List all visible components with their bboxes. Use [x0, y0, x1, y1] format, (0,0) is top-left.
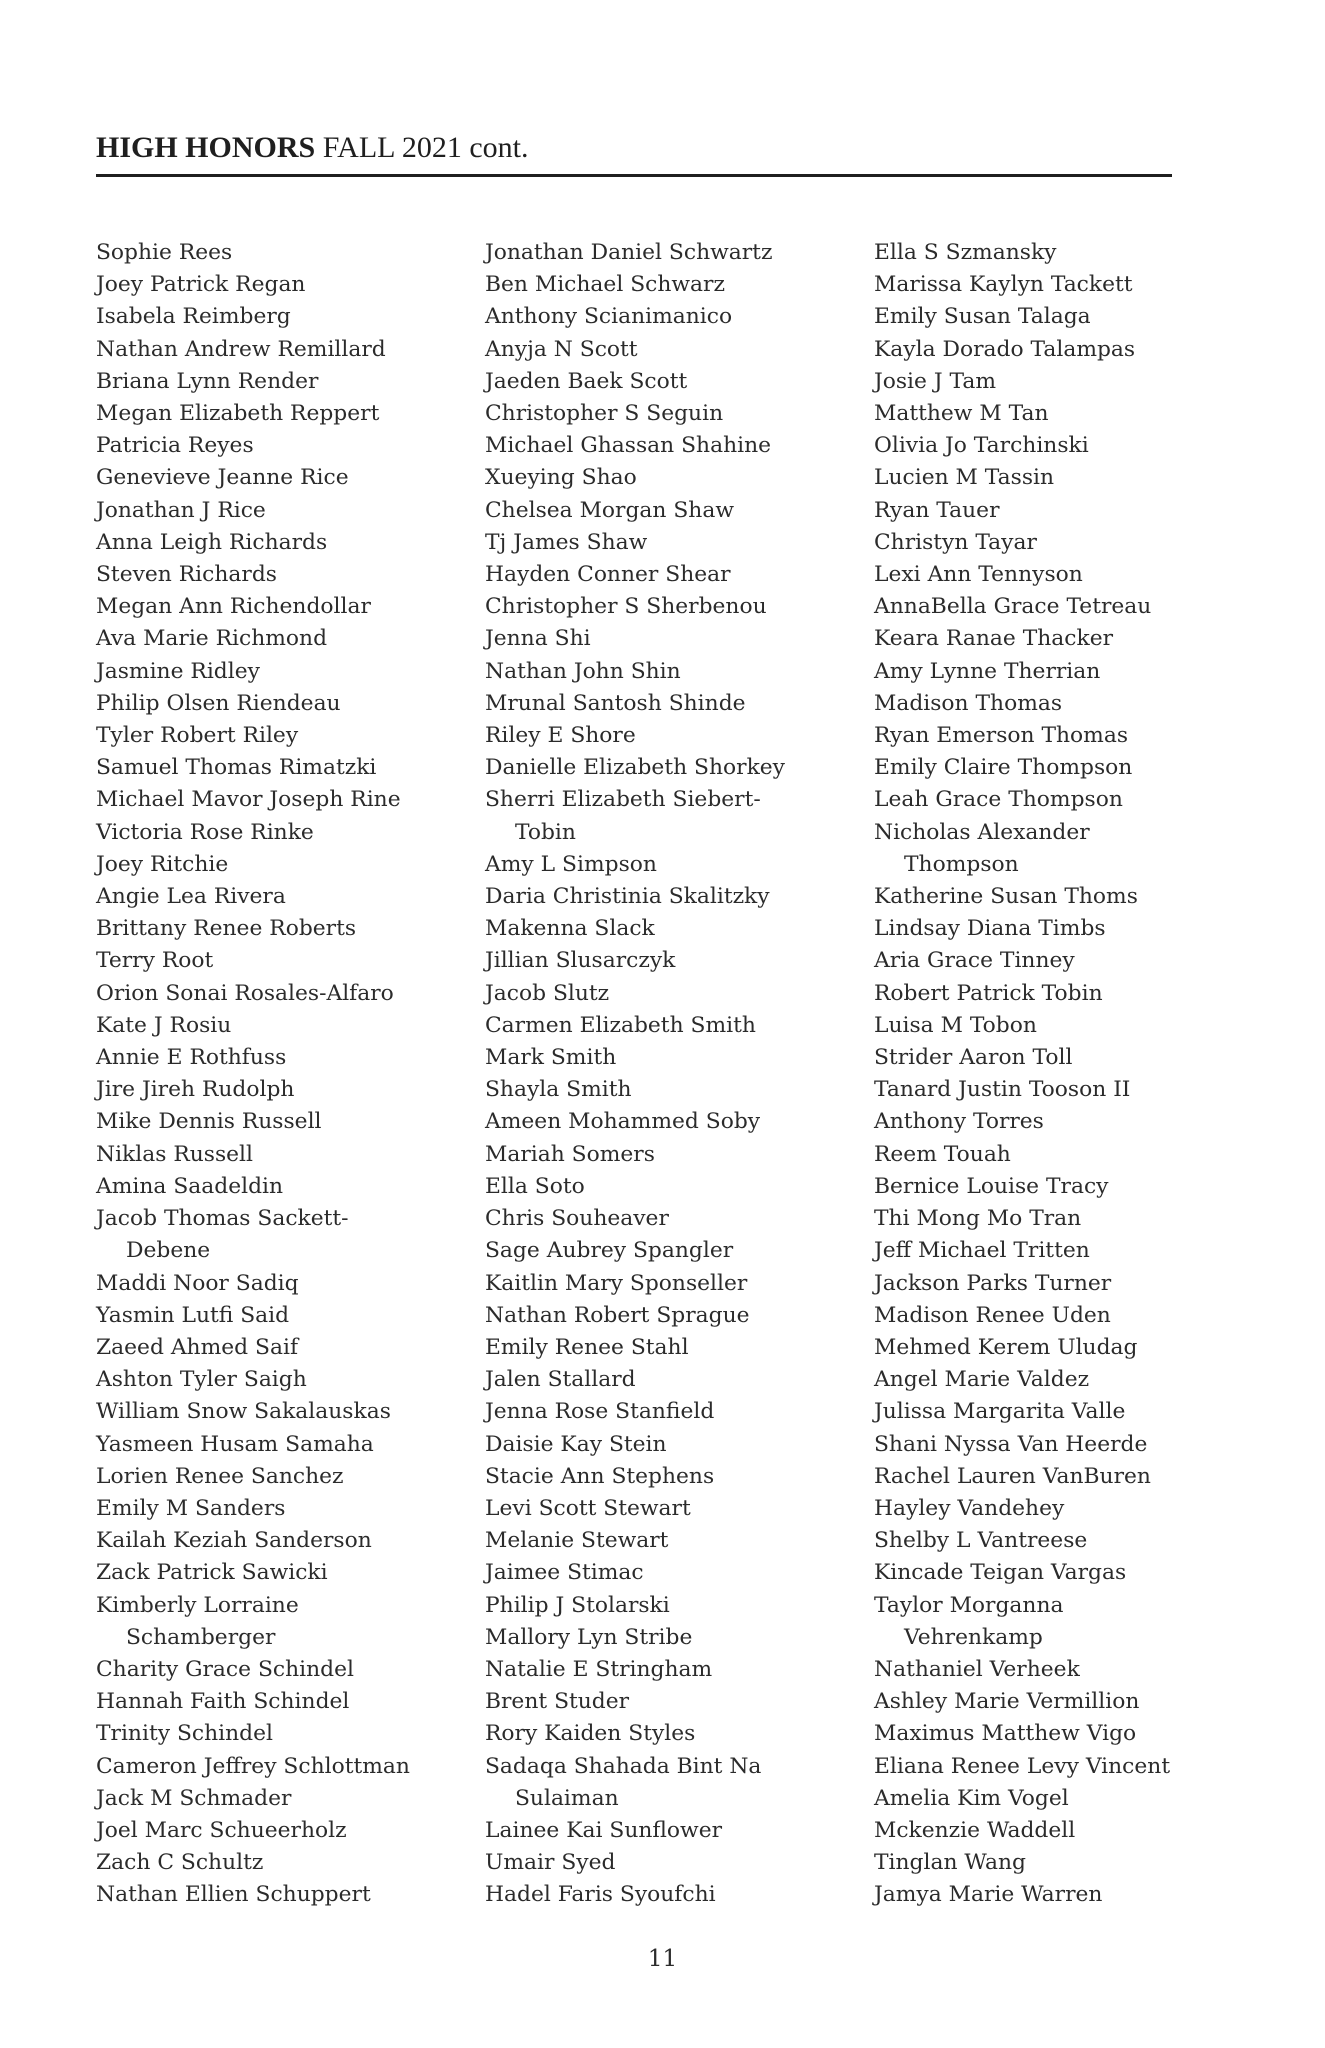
- honoree-name: Katherine Susan Thoms: [874, 884, 1138, 910]
- section-header: [96, 130, 1172, 166]
- honoree-name: Rachel Lauren VanBuren: [874, 1463, 1151, 1489]
- honoree-name: Maddi Noor Sadiq: [96, 1270, 299, 1296]
- honoree-name: Emily Claire Thompson: [874, 755, 1133, 781]
- honoree-name: Aria Grace Tinney: [874, 948, 1075, 974]
- honoree-name: Riley E Shore: [485, 723, 636, 749]
- honoree-name: Sophie Rees: [96, 240, 233, 265]
- honoree-name: Joel Marc Schueerholz: [96, 1817, 347, 1843]
- honoree-name: Stacie Ann Stephens: [485, 1463, 715, 1489]
- honoree-name: Xueying Shao: [485, 465, 637, 491]
- honoree-name: Nathan Ellien Schuppert: [96, 1882, 371, 1908]
- honoree-name: Luisa M Tobon: [874, 1012, 1037, 1038]
- honoree-name: Ryan Tauer: [874, 497, 1000, 523]
- honoree-name: Joey Patrick Regan: [96, 272, 306, 298]
- honoree-name: Anna Leigh Richards: [96, 529, 328, 555]
- honoree-name: Lucien M Tassin: [874, 465, 1055, 491]
- honoree-name: Hadel Faris Syoufchi: [485, 1882, 716, 1908]
- honoree-name: Jasmine Ridley: [96, 658, 260, 684]
- honoree-name: Angie Lea Rivera: [96, 884, 286, 910]
- honoree-name: Jenna Shi: [485, 626, 591, 652]
- honoree-name: Eliana Renee Levy Vincent: [874, 1753, 1171, 1779]
- honoree-name: Kimberly Lorraine: [96, 1592, 299, 1618]
- honoree-name: Yasmeen Husam Samaha: [96, 1431, 374, 1457]
- honoree-name-continuation: Vehrenkamp: [904, 1624, 1043, 1650]
- honoree-name: Madison Renee Uden: [874, 1302, 1111, 1328]
- name-column-3: [874, 237, 1170, 1912]
- honoree-name: Lainee Kai Sunflower: [485, 1817, 723, 1843]
- honoree-name: Hayley Vandehey: [874, 1495, 1065, 1521]
- honoree-name: Sadaqa Shahada Bint Na: [485, 1753, 762, 1779]
- honoree-name: Orion Sonai Rosales-Alfaro: [96, 980, 394, 1006]
- honoree-name: Samuel Thomas Rimatzki: [96, 755, 377, 781]
- honoree-name: Emily Susan Talaga: [874, 304, 1091, 330]
- honoree-name: Charity Grace Schindel: [96, 1656, 354, 1682]
- honoree-name: Amelia Kim Vogel: [874, 1785, 1069, 1811]
- honoree-name: Terry Root: [96, 948, 214, 974]
- honoree-name: Victoria Rose Rinke: [96, 819, 314, 845]
- honoree-name-continuation: Schamberger: [126, 1624, 276, 1650]
- honoree-name: Rory Kaiden Styles: [485, 1721, 696, 1747]
- honoree-name: Levi Scott Stewart: [485, 1495, 691, 1521]
- honoree-name: Shelby L Vantreese: [874, 1528, 1088, 1554]
- honoree-name: Madison Thomas: [874, 690, 1063, 716]
- honoree-name: Brent Studer: [485, 1689, 630, 1715]
- honoree-name: Jonathan J Rice: [96, 497, 266, 523]
- honoree-name: Zack Patrick Sawicki: [96, 1560, 328, 1586]
- honoree-name: Christopher S Sherbenou: [485, 594, 767, 620]
- honoree-name: Brittany Renee Roberts: [96, 916, 357, 942]
- honoree-name: Daisie Kay Stein: [485, 1431, 667, 1457]
- section-title-rest: FALL 2021 cont.: [315, 131, 529, 164]
- honoree-name: Matthew M Tan: [874, 401, 1049, 427]
- honoree-name: Ava Marie Richmond: [96, 626, 328, 652]
- honoree-name: Robert Patrick Tobin: [874, 980, 1103, 1006]
- honoree-name: Joey Ritchie: [96, 851, 229, 877]
- honoree-name: Emily Renee Stahl: [485, 1334, 689, 1360]
- honoree-name: Sherri Elizabeth Siebert-: [485, 787, 761, 813]
- honoree-name: Michael Ghassan Shahine: [485, 433, 772, 459]
- honoree-name: Jillian Slusarczyk: [485, 948, 676, 974]
- honoree-name: Tinglan Wang: [874, 1850, 1026, 1876]
- honoree-name: Kailah Keziah Sanderson: [96, 1528, 372, 1554]
- honoree-name: Kaitlin Mary Sponseller: [485, 1270, 748, 1296]
- honoree-name: Amy L Simpson: [485, 851, 657, 877]
- honoree-name: Mehmed Kerem Uludag: [874, 1334, 1138, 1360]
- page-number: 11: [647, 1946, 678, 1972]
- honoree-name: Jack M Schmader: [96, 1785, 292, 1811]
- honoree-name: Kate J Rosiu: [96, 1012, 232, 1038]
- honoree-name: Daria Christinia Skalitzky: [485, 884, 770, 910]
- honoree-name: Nathan Robert Sprague: [485, 1302, 750, 1328]
- honoree-name: Hannah Faith Schindel: [96, 1689, 350, 1715]
- honoree-name-continuation: Thompson: [904, 851, 1019, 877]
- honoree-name: Philip J Stolarski: [485, 1592, 670, 1618]
- honoree-name: Christopher S Seguin: [485, 401, 724, 427]
- honoree-name: Kayla Dorado Talampas: [874, 336, 1136, 362]
- honoree-name: Shayla Smith: [485, 1077, 632, 1103]
- honoree-name: Tj James Shaw: [485, 529, 648, 555]
- honoree-name: Christyn Tayar: [874, 529, 1037, 555]
- honoree-name: Tanard Justin Tooson II: [874, 1077, 1131, 1103]
- honoree-name: Megan Elizabeth Reppert: [96, 401, 380, 427]
- honoree-name: Chelsea Morgan Shaw: [485, 497, 734, 523]
- honoree-name: Philip Olsen Riendeau: [96, 690, 341, 716]
- honoree-name: Patricia Reyes: [96, 433, 254, 459]
- honoree-name: Maximus Matthew Vigo: [874, 1721, 1137, 1747]
- name-column-1: [96, 237, 410, 1912]
- honoree-name: Jonathan Daniel Schwartz: [485, 240, 773, 265]
- honoree-name: Emily M Sanders: [96, 1495, 286, 1521]
- honoree-name: Hayden Conner Shear: [485, 562, 731, 588]
- honoree-name: Trinity Schindel: [96, 1721, 273, 1747]
- honoree-name: Jire Jireh Rudolph: [96, 1077, 295, 1103]
- honoree-name: Nathan Andrew Remillard: [96, 336, 386, 362]
- honoree-name: Cameron Jeffrey Schlottman: [96, 1753, 410, 1779]
- honoree-name: Isabela Reimberg: [96, 304, 291, 330]
- honoree-name-continuation: Sulaiman: [515, 1785, 619, 1811]
- honoree-name: Makenna Slack: [485, 916, 655, 942]
- honoree-name: Briana Lynn Render: [96, 368, 319, 394]
- honoree-name: Josie J Tam: [874, 368, 997, 394]
- honoree-name: Zaeed Ahmed Saif: [96, 1334, 299, 1360]
- honoree-name: Kincade Teigan Vargas: [874, 1560, 1127, 1586]
- honoree-name: Strider Aaron Toll: [874, 1045, 1073, 1071]
- honoree-name: Jamya Marie Warren: [874, 1882, 1103, 1908]
- honoree-name: Angel Marie Valdez: [874, 1367, 1090, 1393]
- honoree-name: Taylor Morganna: [874, 1592, 1064, 1618]
- honoree-name: Ashton Tyler Saigh: [96, 1367, 307, 1393]
- honoree-name: Mallory Lyn Stribe: [485, 1624, 693, 1650]
- honoree-name: Nicholas Alexander: [874, 819, 1090, 845]
- honoree-name: Julissa Margarita Valle: [874, 1399, 1126, 1425]
- honoree-name: Umair Syed: [485, 1850, 616, 1876]
- honoree-name: Leah Grace Thompson: [874, 787, 1123, 813]
- honoree-name: Jalen Stallard: [485, 1367, 636, 1393]
- honoree-name: Jeff Michael Tritten: [874, 1238, 1090, 1264]
- honoree-name: Ryan Emerson Thomas: [874, 723, 1129, 749]
- honoree-name: Jacob Thomas Sackett-: [96, 1206, 349, 1232]
- honoree-name-continuation: Tobin: [515, 819, 576, 845]
- honoree-name: Mike Dennis Russell: [96, 1109, 322, 1135]
- honoree-name: Jaimee Stimac: [485, 1560, 644, 1586]
- honoree-name: Shani Nyssa Van Heerde: [874, 1431, 1148, 1457]
- honoree-name: Anthony Torres: [874, 1109, 1044, 1135]
- honoree-name: Natalie E Stringham: [485, 1656, 713, 1682]
- honoree-name: Ashley Marie Vermillion: [874, 1689, 1140, 1715]
- honoree-name: Nathan John Shin: [485, 658, 681, 684]
- honoree-name: Michael Mavor Joseph Rine: [96, 787, 401, 813]
- honoree-name: Nathaniel Verheek: [874, 1656, 1080, 1682]
- honoree-name: Lindsay Diana Timbs: [874, 916, 1106, 942]
- honoree-name: Mariah Somers: [485, 1141, 655, 1167]
- honoree-name: Annie E Rothfuss: [96, 1045, 287, 1071]
- name-column-2: [485, 237, 785, 1912]
- honoree-name: Lorien Renee Sanchez: [96, 1463, 344, 1489]
- honoree-name: Jackson Parks Turner: [874, 1270, 1112, 1296]
- honoree-name: Anyja N Scott: [485, 336, 638, 362]
- honoree-name: Mckenzie Waddell: [874, 1817, 1076, 1843]
- honoree-name: Sage Aubrey Spangler: [485, 1238, 734, 1264]
- honoree-name: Megan Ann Richendollar: [96, 594, 371, 620]
- honoree-name: Jacob Slutz: [485, 980, 610, 1006]
- honoree-name: AnnaBella Grace Tetreau: [874, 594, 1152, 620]
- honoree-name: Reem Touah: [874, 1141, 1011, 1167]
- honoree-name: Keara Ranae Thacker: [874, 626, 1114, 652]
- honoree-name: Mrunal Santosh Shinde: [485, 690, 746, 716]
- honoree-name: Amina Saadeldin: [96, 1173, 284, 1199]
- section-title-bold: HIGH HONORS: [96, 131, 316, 164]
- honoree-name: Carmen Elizabeth Smith: [485, 1012, 756, 1038]
- honoree-name-continuation: Debene: [126, 1238, 211, 1264]
- honoree-name: Zach C Schultz: [96, 1850, 264, 1876]
- honoree-name: Genevieve Jeanne Rice: [96, 465, 349, 491]
- honoree-name: Amy Lynne Therrian: [874, 658, 1101, 684]
- honoree-name: Bernice Louise Tracy: [874, 1173, 1109, 1199]
- honoree-name: Anthony Scianimanico: [485, 304, 733, 330]
- honoree-name: Tyler Robert Riley: [96, 723, 299, 749]
- honoree-name: Lexi Ann Tennyson: [874, 562, 1083, 588]
- honoree-name: Thi Mong Mo Tran: [874, 1206, 1082, 1232]
- honoree-name: Niklas Russell: [96, 1141, 253, 1167]
- honoree-name: Ella Soto: [485, 1173, 585, 1199]
- header-divider: [96, 174, 1172, 177]
- honoree-name: Chris Souheaver: [485, 1206, 669, 1232]
- honoree-name: William Snow Sakalauskas: [96, 1399, 391, 1425]
- honoree-name: Yasmin Lutfi Said: [96, 1302, 290, 1328]
- honoree-name: Mark Smith: [485, 1045, 617, 1071]
- honoree-name: Olivia Jo Tarchinski: [874, 433, 1089, 459]
- honoree-name: Jaeden Baek Scott: [485, 368, 688, 394]
- honoree-name: Ameen Mohammed Soby: [485, 1109, 761, 1135]
- honoree-name: Melanie Stewart: [485, 1528, 669, 1554]
- honoree-name: Marissa Kaylyn Tackett: [874, 272, 1133, 298]
- honoree-name: Steven Richards: [96, 562, 277, 588]
- honoree-name: Danielle Elizabeth Shorkey: [485, 755, 785, 781]
- honoree-name: Ella S Szmansky: [874, 240, 1057, 265]
- honoree-name: Jenna Rose Stanfield: [485, 1399, 715, 1425]
- honoree-name: Ben Michael Schwarz: [485, 272, 725, 298]
